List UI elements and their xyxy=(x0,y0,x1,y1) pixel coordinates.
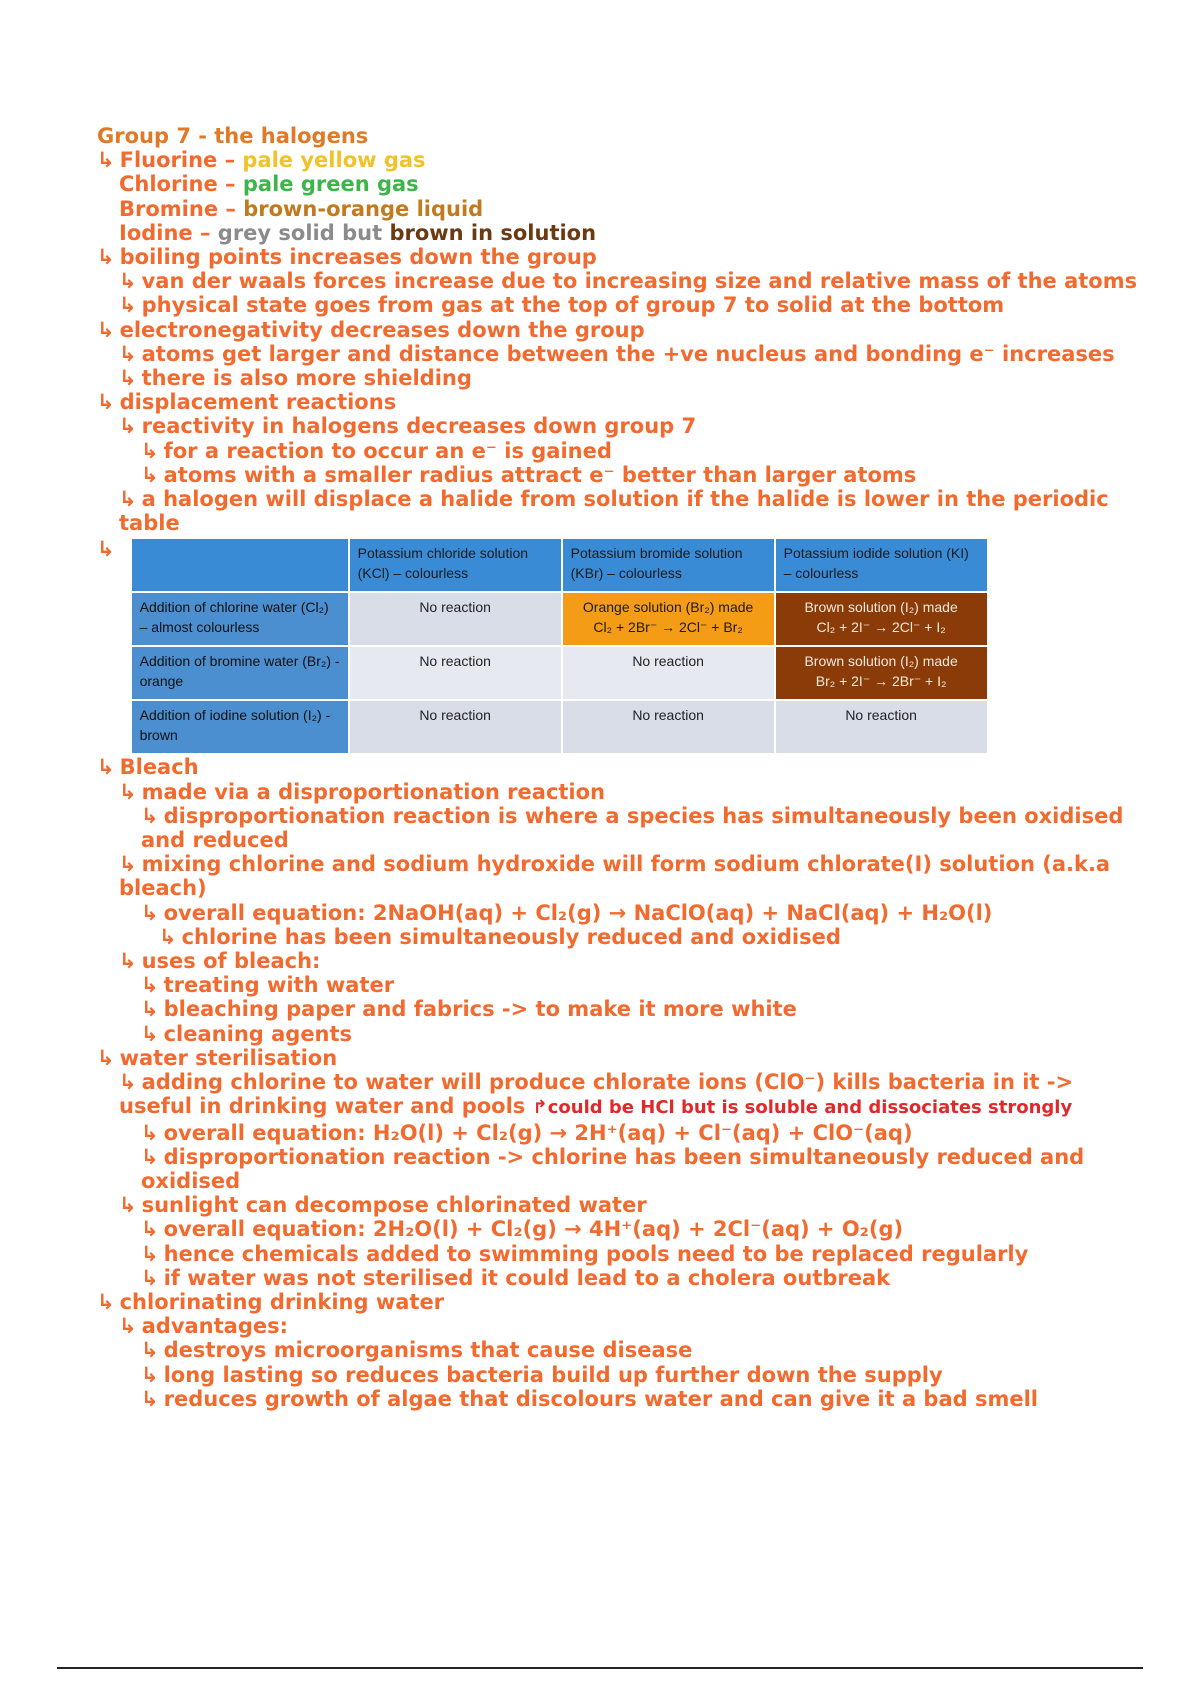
halogen-state: pale yellow gas xyxy=(242,148,426,173)
note-text: long lasting so reduces bacteria build up further down the supply xyxy=(163,1362,943,1387)
note-text: displacement reactions xyxy=(119,390,397,415)
cell-text: Brown solution (I₂) made xyxy=(804,599,958,616)
table-header-row xyxy=(131,538,988,592)
hook-arrow-icon: ↳ xyxy=(159,924,177,949)
halogen-iodine: Iodine – grey solid but brown in solution xyxy=(119,220,597,245)
row-header: Addition of chlorine water (Cl₂) – almost colourless xyxy=(131,592,349,646)
halogen-fluorine: ↳ Fluorine – pale yellow gas xyxy=(97,148,426,173)
table-cell xyxy=(562,592,775,646)
halogen-chlorine: Chlorine – pale green gas xyxy=(119,172,419,197)
note-line xyxy=(97,293,1147,317)
hook-arrow-icon: ↳ xyxy=(119,269,137,294)
page-divider xyxy=(57,1667,1143,1669)
note-line xyxy=(97,925,1147,949)
note-line xyxy=(97,1242,1147,1266)
table-cell xyxy=(349,646,562,700)
cell-text: No reaction xyxy=(632,653,704,670)
cell-text: No reaction xyxy=(419,599,491,616)
note-line xyxy=(97,1338,1147,1362)
note-line xyxy=(97,318,1147,342)
note-line xyxy=(97,1022,1147,1046)
note-text: mixing chlorine and sodium hydroxide will form sodium chlorate(I) solution (a.k.a bleach) xyxy=(119,852,1111,901)
note-text: bleaching paper and fabrics -> to make it more white xyxy=(163,997,797,1022)
hook-arrow-icon: ↳ xyxy=(97,537,115,562)
table-cell xyxy=(775,646,988,700)
halogen-state-solution: brown in solution xyxy=(389,220,597,245)
note-text: there is also more shielding xyxy=(141,366,472,391)
note-text: overall equation: 2H₂O(l) + Cl₂(g) → 4H⁺(aq) + 2Cl⁻(aq) + O₂(g) xyxy=(163,1217,904,1242)
note-text: a halogen will displace a halide from solution if the halide is lower in the periodic table xyxy=(119,487,1109,536)
hook-arrow-icon: ↳ xyxy=(141,1386,159,1411)
halogen-name: Chlorine xyxy=(119,172,218,197)
note-line xyxy=(97,1046,1147,1070)
column-header: Potassium chloride solution (KCl) – colourless xyxy=(349,538,562,592)
hook-arrow-icon: ↳ xyxy=(141,1144,159,1169)
hook-arrow-icon: ↳ xyxy=(119,414,137,439)
hook-arrow-icon: ↳ xyxy=(141,1338,159,1363)
note-line xyxy=(97,1070,1147,1120)
halogen-state: brown-orange liquid xyxy=(243,196,484,221)
hook-arrow-icon: ↳ xyxy=(141,900,159,925)
hook-arrow-icon: ↳ xyxy=(119,1314,137,1339)
hook-arrow-icon: ↳ xyxy=(141,997,159,1022)
cell-text: Orange solution (Br₂) made xyxy=(582,599,754,616)
note-line xyxy=(97,342,1147,366)
note-text: reactivity in halogens decreases down group 7 xyxy=(141,414,697,439)
note-text: uses of bleach: xyxy=(141,949,321,974)
note-line xyxy=(97,1193,1147,1217)
hook-arrow-icon: ↳ xyxy=(119,1193,137,1218)
note-text: hence chemicals added to swimming pools need to be replaced regularly xyxy=(163,1241,1029,1266)
arrow-icon: ↱ xyxy=(532,1097,548,1119)
hook-arrow-icon: ↳ xyxy=(119,852,137,877)
note-text: water sterilisation xyxy=(119,1045,338,1070)
cell-equation: Cl₂ + 2Br⁻ → 2Cl⁻ + Br₂ xyxy=(593,619,743,636)
hook-arrow-icon: ↳ xyxy=(97,1289,115,1314)
table-row xyxy=(131,646,988,700)
note-text: could be HCl but is soluble and dissociates strongly xyxy=(547,1097,1073,1119)
note-line xyxy=(97,1363,1147,1387)
note-text: chlorine has been simultaneously reduced and oxidised xyxy=(181,924,841,949)
row-header: Addition of bromine water (Br₂) - orange xyxy=(131,646,349,700)
hook-arrow-icon: ↳ xyxy=(119,366,137,391)
red-side-note xyxy=(533,1097,1073,1118)
table-cell xyxy=(349,700,562,754)
table-cell xyxy=(562,700,775,754)
note-line xyxy=(97,463,1147,487)
note-text: overall equation: H₂O(l) + Cl₂(g) → 2H⁺(aq) + Cl⁻(aq) + ClO⁻(aq) xyxy=(163,1120,913,1145)
note-line xyxy=(97,804,1147,852)
halogen-name: Iodine xyxy=(119,220,193,245)
note-text: chlorinating drinking water xyxy=(119,1289,445,1314)
note-line xyxy=(97,414,1147,438)
hook-arrow-icon: ↳ xyxy=(119,949,137,974)
displacement-table xyxy=(130,537,989,755)
note-line xyxy=(97,1266,1147,1290)
notes-body xyxy=(97,124,1147,1411)
hook-arrow-icon: ↳ xyxy=(119,341,137,366)
note-line xyxy=(97,1290,1147,1314)
hook-arrow-icon: ↳ xyxy=(97,245,115,270)
table-cell xyxy=(562,646,775,700)
hook-arrow-icon: ↳ xyxy=(141,1241,159,1266)
hook-arrow-icon: ↳ xyxy=(141,462,159,487)
note-text: Bleach xyxy=(119,755,199,780)
note-line xyxy=(97,366,1147,390)
hook-arrow-icon: ↳ xyxy=(97,390,115,415)
hook-arrow-icon: ↳ xyxy=(141,1362,159,1387)
hook-arrow-icon: ↳ xyxy=(97,148,115,173)
note-text: atoms get larger and distance between the +ve nucleus and bonding e⁻ increases xyxy=(141,341,1115,366)
note-text: made via a disproportionation reaction xyxy=(141,779,606,804)
note-line xyxy=(97,1145,1147,1193)
note-text: if water was not sterilised it could lead to a cholera outbreak xyxy=(163,1265,891,1290)
hook-arrow-icon: ↳ xyxy=(97,1045,115,1070)
note-line xyxy=(97,852,1147,900)
note-text: disproportionation reaction -> chlorine has been simultaneously reduced and oxidised xyxy=(141,1144,1085,1193)
hook-arrow-icon: ↳ xyxy=(97,317,115,342)
halogen-name: Bromine xyxy=(119,196,219,221)
note-line xyxy=(97,901,1147,925)
cell-text: No reaction xyxy=(419,707,491,724)
note-text: disproportionation reaction is where a species has simultaneously been oxidised and reduced xyxy=(141,803,1124,853)
hook-arrow-icon: ↳ xyxy=(141,1217,159,1242)
note-line xyxy=(97,1217,1147,1241)
note-line xyxy=(97,1387,1147,1411)
page-title: Group 7 - the halogens xyxy=(97,124,369,148)
cell-equation: Br₂ + 2I⁻ → 2Br⁻ + I₂ xyxy=(815,673,947,690)
note-line xyxy=(97,390,1147,414)
note-text: for a reaction to occur an e⁻ is gained xyxy=(163,438,612,463)
note-text: sunlight can decompose chlorinated water xyxy=(141,1193,647,1218)
hook-arrow-icon: ↳ xyxy=(141,803,159,828)
hook-arrow-icon: ↳ xyxy=(119,779,137,804)
hook-arrow-icon: ↳ xyxy=(119,293,137,318)
column-header: Potassium bromide solution (KBr) – colourless xyxy=(562,538,775,592)
cell-text: No reaction xyxy=(632,707,704,724)
cell-text: Brown solution (I₂) made xyxy=(804,653,958,670)
note-line xyxy=(97,949,1147,973)
note-text: van der waals forces increase due to increasing size and relative mass of the atoms xyxy=(141,269,1138,294)
note-line xyxy=(97,1314,1147,1338)
cell-text: No reaction xyxy=(419,653,491,670)
note-text: overall equation: 2NaOH(aq) + Cl₂(g) → NaClO(aq) + NaCl(aq) + H₂O(l) xyxy=(163,900,993,925)
table-row xyxy=(131,700,988,754)
cell-equation: Cl₂ + 2I⁻ → 2Cl⁻ + I₂ xyxy=(816,619,946,636)
note-text: treating with water xyxy=(163,973,395,998)
cell-text: No reaction xyxy=(845,707,917,724)
hook-arrow-icon: ↳ xyxy=(141,1265,159,1290)
hook-arrow-icon: ↳ xyxy=(141,973,159,998)
hook-arrow-icon: ↳ xyxy=(119,487,137,512)
note-text: physical state goes from gas at the top of group 7 to solid at the bottom xyxy=(141,293,1005,318)
note-line xyxy=(97,439,1147,463)
note-line xyxy=(97,487,1147,535)
note-line xyxy=(97,245,1147,269)
displacement-table-row xyxy=(97,537,1147,755)
halogen-state: grey solid but xyxy=(217,220,383,245)
column-header: Potassium iodide solution (KI) – colourless xyxy=(775,538,988,592)
note-text: destroys microorganisms that cause disease xyxy=(163,1338,693,1363)
note-line xyxy=(97,1121,1147,1145)
table-cell xyxy=(775,592,988,646)
table-row xyxy=(131,592,988,646)
hook-arrow-icon: ↳ xyxy=(141,1120,159,1145)
note-line xyxy=(97,997,1147,1021)
note-text: adding chlorine to water will produce chlorate ions (ClO⁻) kills bacteria in it -> useful in drinking water and pools xyxy=(119,1070,1074,1119)
hook-arrow-icon: ↳ xyxy=(141,1021,159,1046)
note-text: atoms with a smaller radius attract e⁻ better than larger atoms xyxy=(163,462,917,487)
hook-arrow-icon: ↳ xyxy=(97,755,115,780)
halogen-name: Fluorine xyxy=(119,148,218,173)
note-text: electronegativity decreases down the group xyxy=(119,317,645,342)
note-line xyxy=(97,780,1147,804)
note-line xyxy=(97,269,1147,293)
table-cell xyxy=(349,592,562,646)
table-corner xyxy=(131,538,349,592)
note-text: advantages: xyxy=(141,1314,289,1339)
row-header: Addition of iodine solution (I₂) - brown xyxy=(131,700,349,754)
halogen-state: pale green gas xyxy=(242,172,419,197)
table-cell xyxy=(775,700,988,754)
note-text: reduces growth of algae that discolours water and can give it a bad smell xyxy=(163,1386,1039,1411)
hook-arrow-icon: ↳ xyxy=(141,438,159,463)
halogen-bromine: Bromine – brown-orange liquid xyxy=(119,196,484,221)
note-text: boiling points increases down the group xyxy=(119,245,597,270)
note-text: cleaning agents xyxy=(163,1021,353,1046)
note-line xyxy=(97,755,1147,779)
note-line xyxy=(97,973,1147,997)
hook-arrow-icon: ↳ xyxy=(119,1070,137,1095)
